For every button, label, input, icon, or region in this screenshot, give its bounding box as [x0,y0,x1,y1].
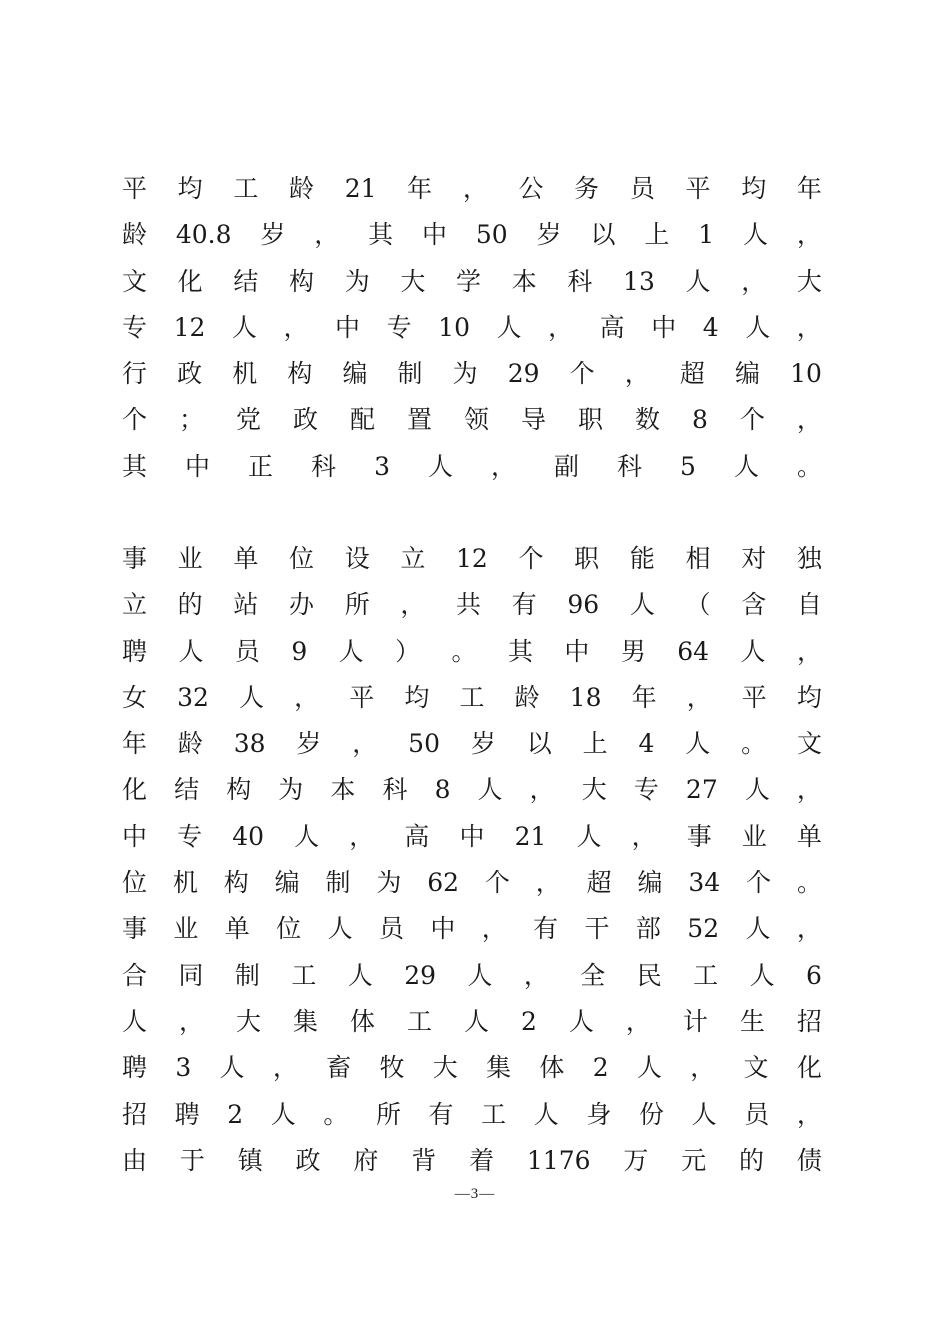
text-line: 文 化 结 构 为 大 学 本 科 13 人 ， 大 [122,266,822,296]
text-line: 立 的 站 办 所 ， 共 有 96 人 （ 含 自 [122,590,822,620]
text-line: 合 同 制 工 人 29 人 ， 全 民 工 人 6 [122,960,822,990]
text-line: 专 12 人 ， 中 专 10 人 ， 高 中 4 人 ， [122,312,822,342]
paragraph-2 [122,536,822,1184]
text-line: 女 32 人 ， 平 均 工 龄 18 年 ， 平 均 [122,682,822,712]
text-line: 中 专 40 人 ， 高 中 21 人 ， 事 业 单 [122,821,822,851]
text-line: 事 业 单 位 人 员 中 ， 有 干 部 52 人 ， [122,914,822,944]
text-line: 龄 40.8 岁 ， 其 中 50 岁 以 上 1 人 ， [122,220,822,250]
text-line: 由 于 镇 政 府 背 着 1176 万 元 的 债 [122,1145,822,1175]
text-line: 招 聘 2 人 。 所 有 工 人 身 份 人 员 ， [122,1099,822,1129]
page-number: —3— [454,1186,496,1202]
text-line: 聘 3 人 ， 畜 牧 大 集 体 2 人 ， 文 化 [122,1053,822,1083]
text-line: 行 政 机 构 编 制 为 29 个 ， 超 编 10 [122,359,822,389]
text-line: 平 均 工 龄 21 年 ， 公 务 员 平 均 年 [122,174,822,203]
text-line: 化 结 构 为 本 科 8 人 ， 大 专 27 人 ， [122,775,822,805]
text-line: 位 机 构 编 制 为 62 个 ， 超 编 34 个 。 [122,868,822,898]
text-line: 其 中 正 科 3 人 ， 副 科 5 人 。 [122,451,822,481]
text-line: 个 ； 党 政 配 置 领 导 职 数 8 个 ， [122,405,822,435]
text-line: 聘 人 员 9 人 ） 。 其 中 男 64 人 ， [122,636,822,666]
text-line: 人 ， 大 集 体 工 人 2 人 ， 计 生 招 [122,1006,822,1036]
text-line: 事 业 单 位 设 立 12 个 职 能 相 对 独 [122,544,822,573]
text-line: 年 龄 38 岁 ， 50 岁 以 上 4 人 。 文 [122,729,822,759]
paragraph-1 [122,166,822,490]
